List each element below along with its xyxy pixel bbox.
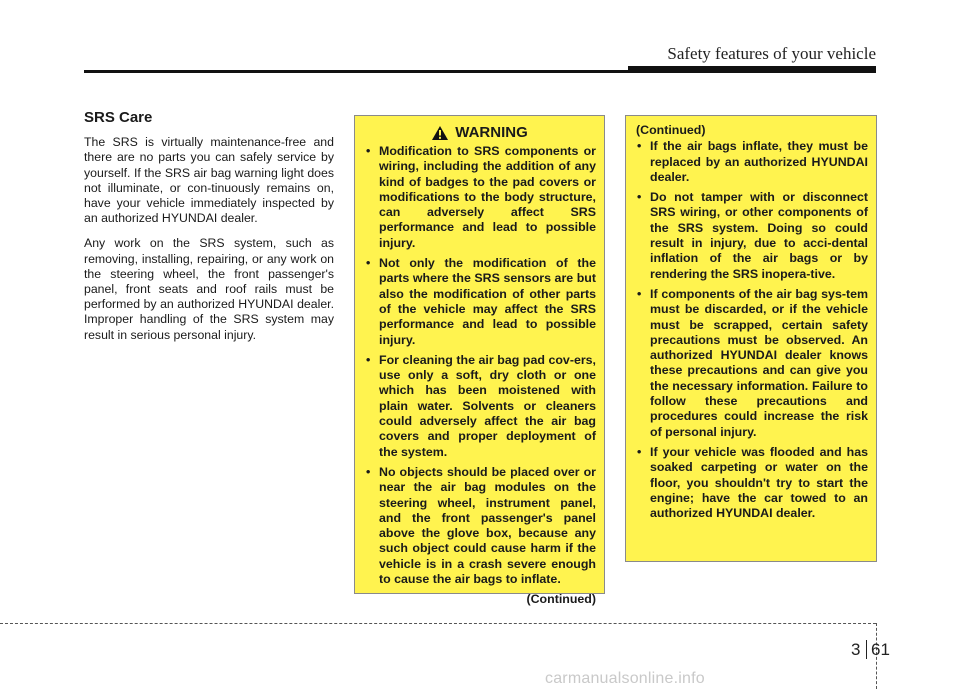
warning-bullet: • If your vehicle was flooded and has soaked carpeting or water on the floor, you shouldn't try to start the engine; have the car towed to an authorized HYUNDAI dealer. <box>634 445 868 521</box>
warning-bullet: • Do not tamper with or disconnect SRS wiring, or other components of the SRS system. Doing so could result in injury, due to acci-dental inflation of the air bags or by rendering the SRS inopera-tive. <box>634 190 868 282</box>
warning-list <box>363 144 596 587</box>
paragraph: The SRS is virtually maintenance-free and there are no parts you can safely service by yourself. If the SRS air bag warning light does not illuminate, or con-tinuously remains on, have your vehicle immediately inspected by an authorized HYUNDAI dealer. <box>84 135 334 226</box>
warning-title <box>363 125 596 141</box>
warning-title-text: WARNING <box>455 124 528 142</box>
warning-bullet: • Not only the modification of the parts where the SRS sensors are but also the modification of other parts of the vehicle may affect the SRS performance and lead to possible injury. <box>363 256 596 348</box>
chapter-number: 3 <box>851 640 861 659</box>
warning-bullet: • No objects should be placed over or near the air bag modules on the steering wheel, instrument panel, and the front passenger's panel above the glove box, because any such object could cause harm if the vehicle is in a crash severe enough to cause the air bags to inflate. <box>363 465 596 587</box>
warning-triangle-icon <box>431 125 449 141</box>
continued-warning-box <box>625 115 877 562</box>
warning-bullet: • For cleaning the air bag pad cov-ers, use only a soft, dry cloth or one which has been moistened with plain water. Solvents or cleaners could adversely affect the air bag covers and proper deployment of the system. <box>363 353 596 460</box>
left-column <box>84 110 334 353</box>
warning-bullet: • If the air bags inflate, they must be replaced by an authorized HYUNDAI dealer. <box>634 139 868 185</box>
warning-bullet: • Modification to SRS components or wiring, including the addition of any kind of badges to the pad covers or modifications to the body structure, can adversely affect SRS performance and lead to possible injury. <box>363 144 596 251</box>
warning-list <box>634 139 868 521</box>
continued-label: (Continued) <box>636 123 706 137</box>
footer-rule <box>0 623 876 624</box>
header-title: Safety features of your vehicle <box>667 44 876 63</box>
warning-bullet: • If components of the air bag sys-tem must be discarded, or if the vehicle must be scrapped, certain safety precautions must be observed. An authorized HYUNDAI dealer knows these precautions and can give you the necessary information. Failure to follow these precautions and procedures could increase the risk of personal injury. <box>634 287 868 440</box>
paragraph: Any work on the SRS system, such as removing, installing, repairing, or any work on the steering wheel, the front passenger's panel, front seats and roof rails must be performed by an authorized HYUNDAI dealer. Improper handling of the SRS system may result in serious personal injury. <box>84 236 334 342</box>
page-number: 61 <box>871 640 890 659</box>
section-heading: SRS Care <box>84 109 153 126</box>
header-tab <box>628 66 876 73</box>
warning-box <box>354 115 605 607</box>
continued-label: (Continued) <box>526 592 596 607</box>
watermark: carmanualsonline.info <box>545 670 705 687</box>
page-number-separator <box>866 640 867 659</box>
